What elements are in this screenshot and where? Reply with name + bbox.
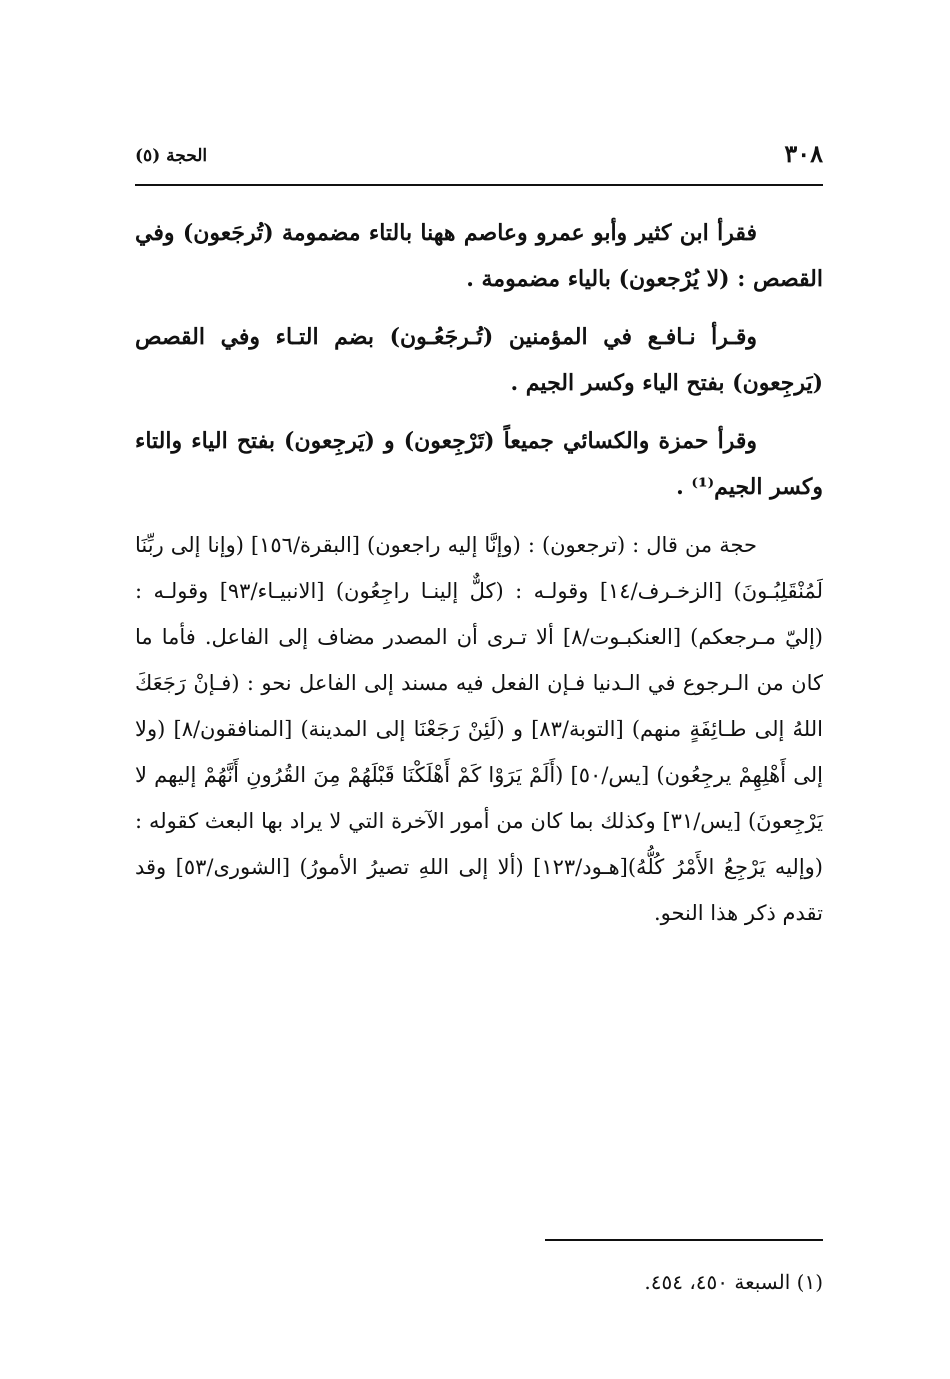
paragraph-readings-2: وقـرأ نـافـع في المؤمنين (تُـرجَعُـون) بضم التـاء وفي القصص (يَرجِعون) بفتح الياء وكسر الجيم . <box>135 324 823 396</box>
header-rule <box>135 184 823 186</box>
body-text <box>135 210 823 948</box>
footnote: (١) السبعة ٤٥٠، ٤٥٤. <box>644 1270 823 1294</box>
running-header <box>135 138 823 182</box>
book-title: الحجة (٥) <box>135 146 208 166</box>
paragraph-argument: حجة من قال : (ترجعون) : (وإنَّا إليه راجعون) [البقرة/١٥٦] (وإنا إلى ربِّنَا لَمُنْقَلِبُـونَ) [الزخـرف/١٤] وقولـه : (كلٌّ إلينـا راجِعُون) [الانبيـاء/٩٣] وقولـه : (إليّ مـرجعكم) [العنكبـوت/٨] ألا تـرى أن المصدر مضاف إلى الفاعل. فأما ما كان من الـرجوع في الـدنيا فـإن الفعل فيه مسند إلى الفاعل نحو : (فـإنْ رَجَعَكَ اللهُ إلى طـائِفَةٍ منهم) [التوبة/٨٣] و (لَئِنْ رَجَعْنَا إلى المدينة) [المنافقون/٨] (ولا إلى أَهْلِهِمْ يرجِعُون) [يس/٥٠] (أَلَمْ يَرَوْا كَمْ أَهْلَكْنَا قَبْلَهُمْ مِنَ القُرُونِ أَنَّهُمْ إليهم لا يَرْجِعونَ) [يس/٣١] وكذلك بما كان من أمور الآخرة التي لا يراد بها البعث كقوله : (وإليه يَرْجِعُ الأَمْرُ كُلُّهُ)[هـود/١٢٣] (ألا إلى اللهِ تصيرُ الأمورُ) [الشورى/٥٣] وقد تقدم ذكر هذا النحو. <box>135 533 824 925</box>
paragraph-readings-3: وقرأ حمزة والكسائي جميعاً (تَرْجِعون) و (يَرجِعون) بفتح الياء والتاء وكسر الجيم⁽¹⁾ . <box>135 428 823 500</box>
footnote-rule <box>545 1239 823 1241</box>
paragraph-readings-1: فقرأ ابن كثير وأبو عمرو وعاصم ههنا بالتاء مضمومة (تُرجَعون) وفي القصص : (لا يُرْجعون) بالياء مضمومة . <box>135 220 823 292</box>
page-number: ٣٠٨ <box>784 139 823 168</box>
